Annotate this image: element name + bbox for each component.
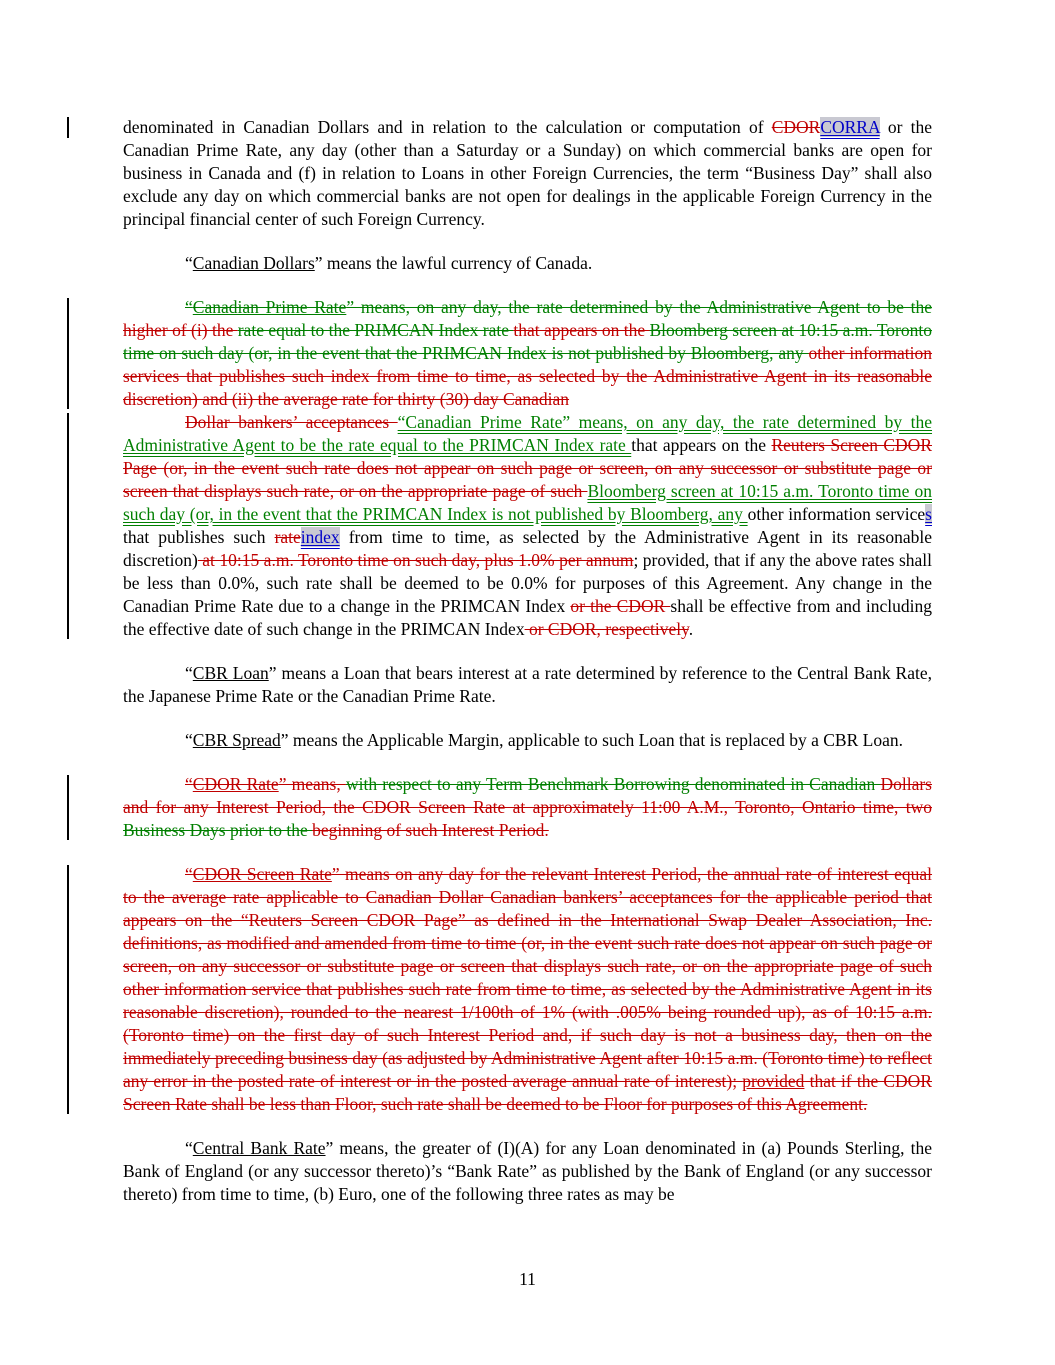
text-run-black: from time to time, as selected by the Administrative Agent in its reasonable discretion) bbox=[123, 527, 933, 570]
text-run-black: “ bbox=[185, 730, 193, 750]
text-run-del-r: at 10:15 a.m. Toronto time on such day, plus 1.0% per annum bbox=[197, 550, 634, 570]
text-run-black: other information service bbox=[747, 504, 926, 524]
text-run-black: . bbox=[688, 619, 694, 639]
text-run-del-r: ” means, bbox=[278, 774, 346, 794]
text-run-del-g: with respect to any Term Benchmark Borrowing denominated in Canadian bbox=[345, 774, 881, 794]
text-run-del-r: Dollar bankers’ acceptances bbox=[185, 412, 398, 432]
paragraph-canadian-prime-rate-revised bbox=[123, 411, 932, 641]
text-run-black: ; provided, that if any the above rates shall be less than 0.0%, such rate shall be deemed to be 0.0% for purposes of this Agreement. Any change in the Canadian Prime Rate due to a change in the PRIMCAN Index bbox=[123, 550, 932, 616]
paragraph-central-bank-rate bbox=[123, 1137, 932, 1206]
paragraph-canadian-prime-rate-deleted bbox=[123, 296, 932, 411]
paragraph-cdor-screen-rate bbox=[123, 863, 932, 1116]
text-run-del-g-u: Canadian Prime Rate bbox=[192, 297, 347, 317]
text-run-del-r: ” means on any day for the relevant Interest Period, the annual rate of interest equal to the average rate applicable to Canadian Dollar Canadian bankers’ acceptances for the applicable period that appears on the “Reuters Screen CDOR Page” as defined in the International Swap Dealer Association, Inc. definitions, as modified and amended from time to time (or, in the event such rate does not appear on such page or screen, on any successor or substitute page or screen that displays such rate, or on the appropriate page of such other information service that publishes such rate from time to time, as selected by the Administrative Agent in its reasonable discretion), rounded to the nearest 1/100th of 1% (with .005% being rounded up), as of 10:15 a.m. (Toronto time) on the first day of such Interest Period and, if such day is not a business day, then on the immediately preceding business day (as adjusted by Administrative Agent after 10:15 a.m. (Toronto time) to reflect any error in the posted rate of interest or in the posted average annual rate of interest); bbox=[123, 864, 933, 1091]
text-run-del-r: or the CDOR bbox=[570, 596, 671, 616]
page-number: 11 bbox=[519, 1269, 536, 1289]
text-run-black: shall be effective from and including the effective date of such change in the PRIMCAN Index bbox=[123, 596, 933, 639]
text-run-del-r: higher of (i) the bbox=[123, 320, 238, 340]
text-run-del-g: ” means, on any day, the rate determined by the Administrative Agent to be the bbox=[346, 297, 932, 317]
text-run-del-g: Bloomberg screen at 10:15 a.m. Toronto time on such day (or, in the event that the PRIMCAN Index is not published by Bloomberg, any bbox=[123, 320, 932, 363]
text-run-del-g: “ bbox=[185, 297, 193, 317]
paragraph-canadian-dollars bbox=[123, 252, 932, 275]
text-run-del-r: “ bbox=[185, 774, 193, 794]
text-run-u: CBR Loan bbox=[192, 663, 269, 683]
text-run-del-g: rate equal to the PRIMCAN Index rate bbox=[237, 320, 514, 340]
text-run-ins-b: index bbox=[300, 527, 340, 547]
paragraph-business-day-continuation bbox=[123, 116, 932, 231]
text-run-black: that appears on the bbox=[631, 435, 772, 455]
text-run-u: CBR Spread bbox=[192, 730, 281, 750]
text-run-ins-g: Bloomberg screen at 10:15 a.m. Toronto time on such day (or, in the event that the PRIMCAN Index is not published by Bloomberg, any bbox=[123, 481, 932, 524]
text-run-black: ” means, the greater of (I)(A) for any Loan denominated in (a) Pounds Sterling, the Bank of England (or any successor thereto)’s “Bank Rate” as published by the Bank of England (or any successor thereto) from time to time, (b) Euro, one of the following three rates as may be bbox=[123, 1138, 932, 1204]
text-run-del-r: Reuters Screen CDOR Page (or, in the event such rate does not appear on such page or screen, on any successor or substitute page or screen that displays such rate, or on the appropriate page of such bbox=[123, 435, 932, 501]
paragraph-cdor-rate bbox=[123, 773, 932, 842]
text-run-del-r: “ bbox=[185, 864, 193, 884]
text-run-black: “ bbox=[185, 1138, 193, 1158]
text-run-del-r-u: provided bbox=[742, 1071, 805, 1091]
text-run-u: Canadian Dollars bbox=[192, 253, 315, 273]
text-run-u: Central Bank Rate bbox=[192, 1138, 326, 1158]
text-run-black: ” means a Loan that bears interest at a rate determined by reference to the Central Bank Rate, the Japanese Prime Rate or the Canadian Prime Rate. bbox=[123, 663, 932, 706]
text-run-del-r: beginning of such Interest Period. bbox=[312, 820, 549, 840]
text-run-black: ” means the lawful currency of Canada. bbox=[314, 253, 593, 273]
text-run-black: denominated in Canadian Dollars and in relation to the calculation or computation of bbox=[123, 117, 772, 137]
text-run-del-r: that if the CDOR Screen Rate shall be less than Floor, such rate shall be deemed to be Floor for purposes of this Agreement. bbox=[123, 1071, 932, 1114]
text-run-del-r: that appears on the bbox=[513, 320, 650, 340]
text-run-black: “ bbox=[185, 663, 193, 683]
text-run-ins-b: CORRA bbox=[820, 117, 880, 137]
text-run-del-r: rate bbox=[274, 527, 301, 547]
paragraph-cbr-loan bbox=[123, 662, 932, 708]
text-run-black: ” means the Applicable Margin, applicable to such Loan that is replaced by a CBR Loan. bbox=[280, 730, 903, 750]
text-run-del-g: Business Days prior to the bbox=[123, 820, 313, 840]
document-body bbox=[123, 116, 932, 1206]
text-run-del-r: Dollars and for any Interest Period, the CDOR Screen Rate at approximately 11:00 A.M., Toronto, Ontario time, two bbox=[123, 774, 932, 817]
text-run-del-r: or CDOR, respectively bbox=[524, 619, 689, 639]
text-run-del-r: CDOR bbox=[771, 117, 821, 137]
paragraph-cbr-spread bbox=[123, 729, 932, 752]
text-run-del-r-u: CDOR Screen Rate bbox=[192, 864, 332, 884]
text-run-black: that publishes such bbox=[123, 527, 275, 547]
text-run-ins-b: s bbox=[925, 504, 932, 524]
text-run-black: or the Canadian Prime Rate, any day (other than a Saturday or a Sunday) on which commercial banks are open for business in Canada and (f) in relation to Loans in other Foreign Currencies, the term “Business Day” shall also exclude any day on which commercial banks are not open for dealings in the applicable Foreign Currency in the principal financial center of such Foreign Currency. bbox=[123, 117, 932, 229]
text-run-black: “ bbox=[185, 253, 193, 273]
text-run-del-r-u: CDOR Rate bbox=[192, 774, 279, 794]
text-run-ins-g: “Canadian Prime Rate” means, on any day, the rate determined by the Administrative Agent to be the rate equal to the PRIMCAN Index rate bbox=[123, 412, 933, 455]
text-run-del-r: other information services that publishes such index from time to time, as selected by the Administrative Agent in its reasonable discretion) and (ii) the average rate for thirty (30) day Canadian bbox=[123, 343, 933, 409]
